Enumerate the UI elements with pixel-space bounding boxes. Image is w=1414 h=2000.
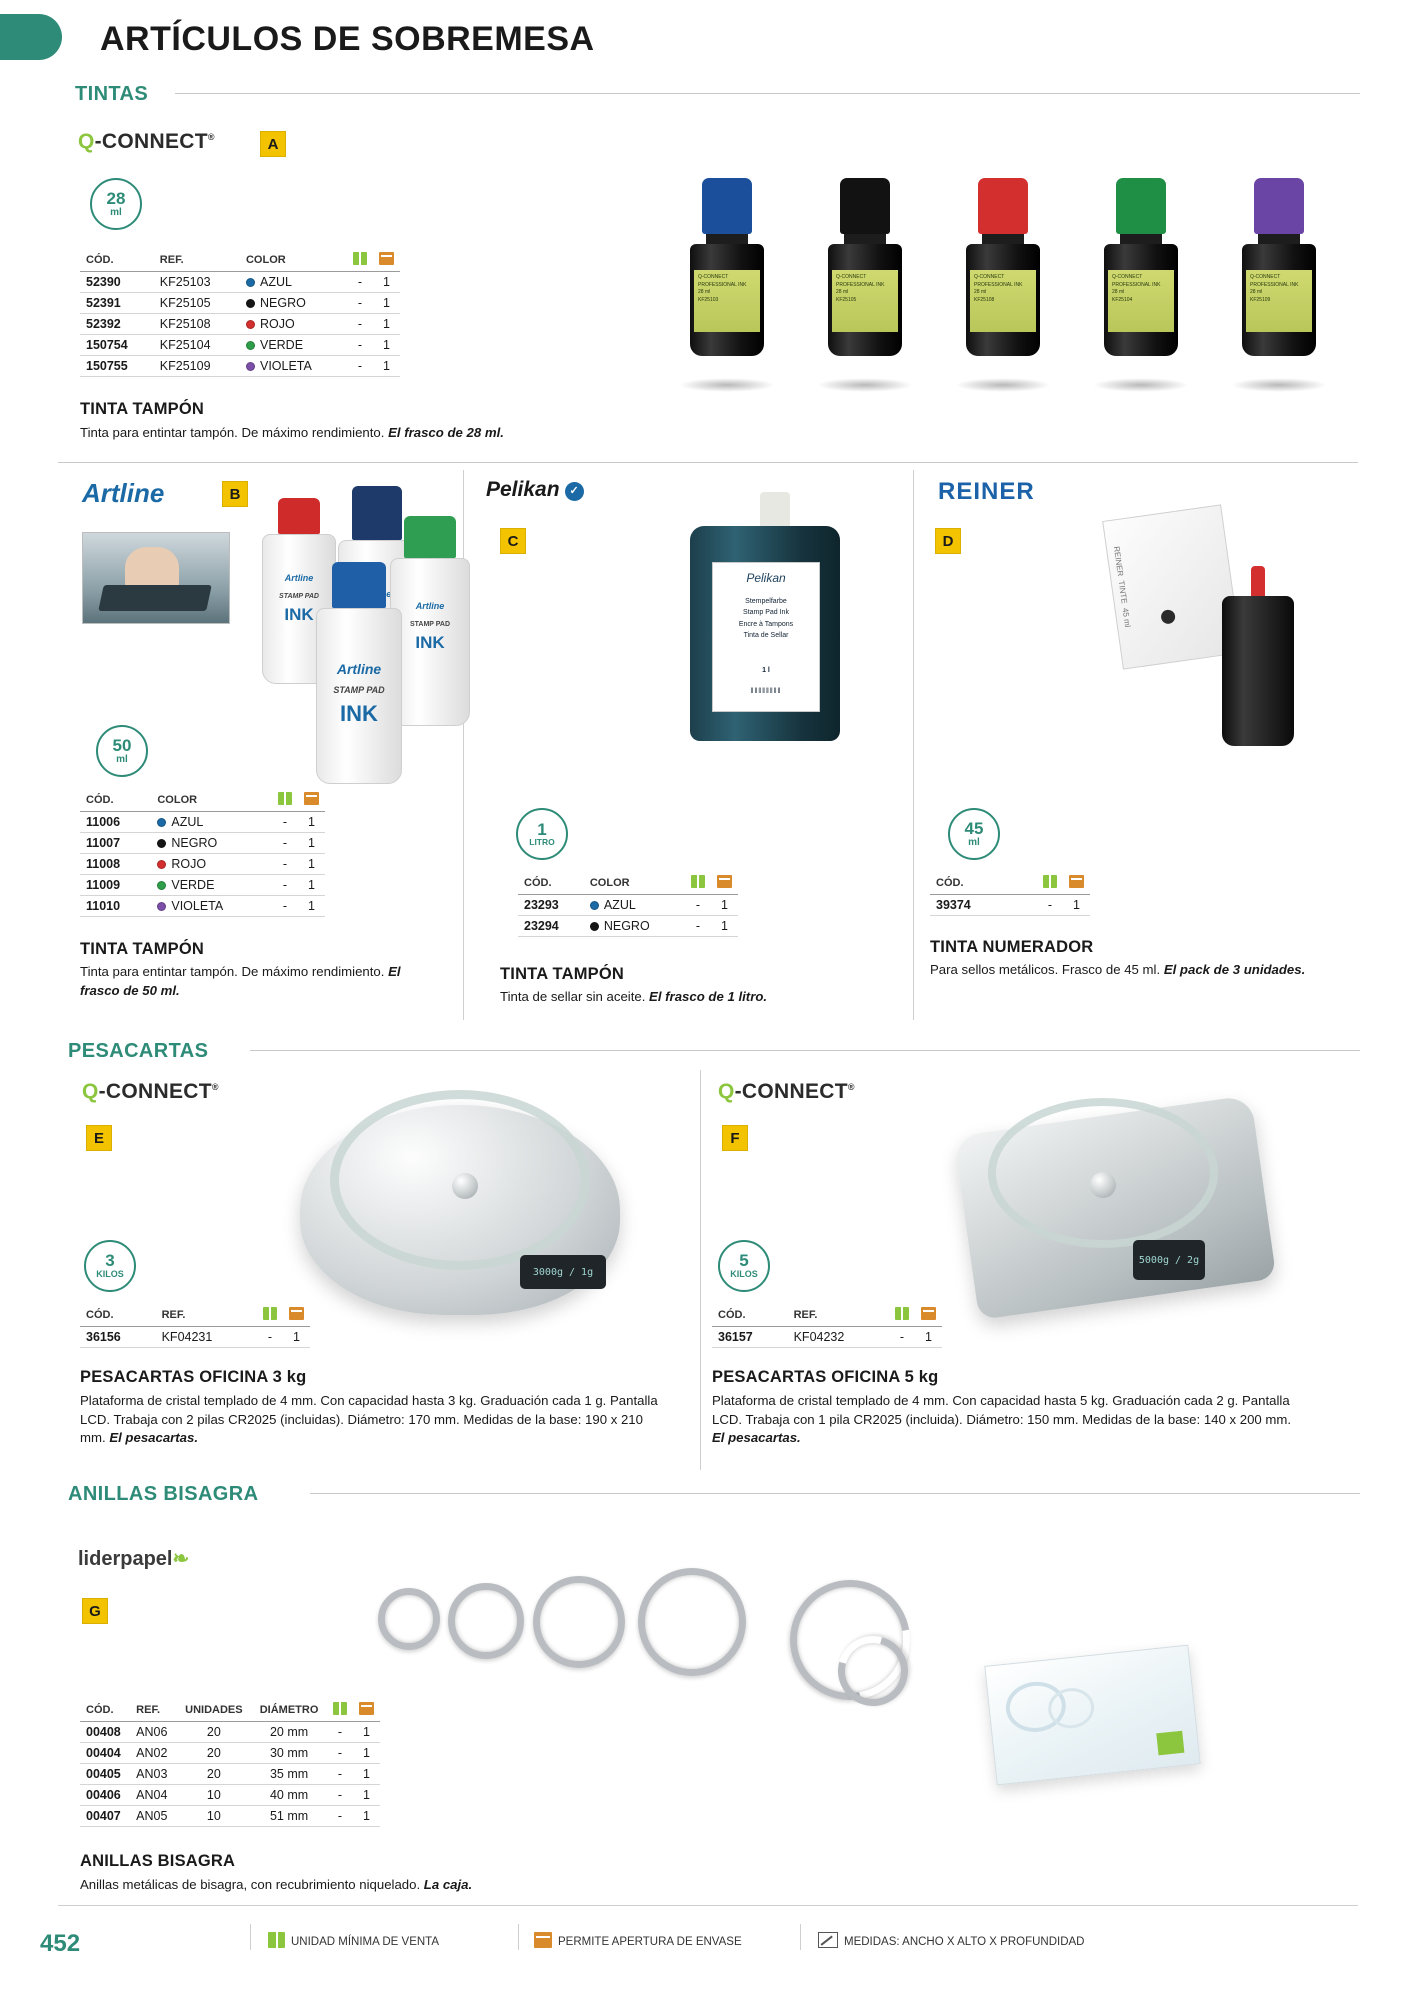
- th-color: COLOR: [240, 250, 347, 272]
- brand-logo-liderpapel: [78, 1546, 189, 1571]
- cell-uv: -: [272, 812, 298, 833]
- color-swatch-negro: [157, 839, 166, 848]
- capacity-unit: LITRO: [529, 837, 555, 848]
- product-desc-anillas-bisagra: [80, 1876, 680, 1895]
- th-ref: REF.: [156, 1305, 257, 1327]
- cell-uv: -: [327, 1785, 353, 1806]
- desc-text: Anillas metálicas de bisagra, con recubrimiento niquelado.: [80, 1877, 424, 1892]
- th-apertura-envase-icon: [711, 873, 738, 895]
- capacity-value: 45: [964, 818, 984, 838]
- desc-emphasis: El pesacartas.: [712, 1430, 801, 1446]
- table-row: [712, 1327, 942, 1348]
- brand-text: Pelikan: [486, 478, 560, 501]
- open-box-icon: [304, 792, 319, 805]
- cell-pack: 1: [353, 1764, 380, 1785]
- product-name-tinta-numerador: TINTA NUMERADOR: [930, 938, 1094, 956]
- th-apertura-envase-icon: [283, 1305, 310, 1327]
- capacity-badge-28ml: [90, 178, 142, 230]
- cell-pack: 1: [373, 314, 400, 335]
- box-icon: [1043, 875, 1057, 888]
- brand-logo-qconnect-e: Q-CONNECT®: [82, 1080, 219, 1103]
- open-box-icon: [921, 1307, 936, 1320]
- product-desc-tinta-tampon-litro: [500, 988, 870, 1007]
- cell-ref: KF25105: [154, 293, 240, 314]
- th-unidad-minima-venta-icon: [1037, 873, 1063, 895]
- color-label: NEGRO: [259, 296, 306, 310]
- pelikan-bird-icon: ✓: [565, 482, 584, 501]
- product-desc-tinta-tampon-28: [80, 424, 640, 443]
- th-color: COLOR: [584, 873, 685, 895]
- product-name-pesacartas-3kg: PESACARTAS OFICINA 3 kg: [80, 1368, 307, 1386]
- brand-text: Artline: [82, 478, 165, 508]
- table-row: [80, 833, 325, 854]
- divider-tintas: [175, 93, 1360, 94]
- table-row: [930, 895, 1090, 916]
- th-cod: CÓD.: [518, 873, 584, 895]
- th-unidad-minima-venta-icon: [685, 873, 711, 895]
- cell-cod: 23293: [518, 895, 584, 916]
- cell-cod: 39374: [930, 895, 1037, 916]
- open-box-icon: [1069, 875, 1084, 888]
- capacity-badge-50ml: [96, 725, 148, 777]
- page-tab-marker: [0, 14, 62, 60]
- color-swatch-rojo: [157, 860, 166, 869]
- lcd-display-3kg: 3000g / 1g: [520, 1255, 606, 1289]
- th-diametro: DIÁMETRO: [251, 1700, 327, 1722]
- cell-color: [584, 895, 685, 916]
- color-swatch-azul: [246, 278, 255, 287]
- cell-pack: 1: [373, 356, 400, 377]
- cell-cod: 00407: [80, 1806, 130, 1827]
- cell-uv: -: [347, 314, 373, 335]
- color-label: AZUL: [171, 815, 204, 829]
- cell-pack: 1: [298, 854, 325, 875]
- color-label: VIOLETA: [171, 899, 224, 913]
- box-icon: [895, 1307, 909, 1320]
- capacity-unit: KILOS: [730, 1269, 758, 1280]
- section-heading-anillas: ANILLAS BISAGRA: [68, 1483, 259, 1505]
- brand-logo-pelikan: [486, 478, 584, 502]
- cell-uv: -: [347, 356, 373, 377]
- color-label: AZUL: [603, 898, 636, 912]
- color-label: ROJO: [259, 317, 295, 331]
- product-name-anillas-bisagra: ANILLAS BISAGRA: [80, 1852, 236, 1870]
- cell-unidades: 20: [177, 1722, 252, 1743]
- th-cod: CÓD.: [80, 250, 154, 272]
- cell-uv: -: [272, 854, 298, 875]
- th-unidad-minima-venta-icon: [327, 1700, 353, 1722]
- table-tinta-tampon-litro: [518, 873, 738, 937]
- color-label: AZUL: [259, 275, 292, 289]
- letter-badge-c: C: [500, 528, 526, 554]
- legend-label: PERMITE APERTURA DE ENVASE: [558, 1936, 742, 1948]
- cell-pack: 1: [373, 293, 400, 314]
- letter-badge-g: G: [82, 1598, 108, 1624]
- open-box-icon: [289, 1307, 304, 1320]
- brand-logo-artline: [82, 478, 164, 509]
- brand-logo-reiner: [938, 478, 1035, 506]
- table-row: [518, 895, 738, 916]
- capacity-badge-3kg: [84, 1240, 136, 1292]
- desc-emphasis: El frasco de 28 ml.: [388, 425, 504, 440]
- cell-ref: KF25109: [154, 356, 240, 377]
- cell-uv: -: [347, 293, 373, 314]
- brand-text: liderpapel: [78, 1548, 173, 1570]
- table-row: [80, 1764, 380, 1785]
- cell-uv: -: [1037, 895, 1063, 916]
- letter-badge-f: F: [722, 1125, 748, 1151]
- product-name-tinta-tampon-50: TINTA TAMPÓN: [80, 940, 204, 958]
- cell-color: [151, 875, 272, 896]
- th-apertura-envase-icon: [353, 1700, 380, 1722]
- cell-cod: 36156: [80, 1327, 156, 1348]
- cell-diametro: 30 mm: [251, 1743, 327, 1764]
- table-header-row: [518, 873, 738, 895]
- color-swatch-violeta: [157, 902, 166, 911]
- page-title: ARTÍCULOS DE SOBREMESA: [100, 20, 595, 58]
- cell-color: [240, 293, 347, 314]
- table-row: [80, 1806, 380, 1827]
- color-swatch-azul: [590, 901, 599, 910]
- table-header-row: [80, 1305, 310, 1327]
- cell-color: [240, 314, 347, 335]
- capacity-value: 1: [537, 819, 547, 839]
- table-header-row: [712, 1305, 942, 1327]
- cell-uv: -: [327, 1806, 353, 1827]
- footer-sep-2: [518, 1924, 519, 1950]
- cell-cod: 52391: [80, 293, 154, 314]
- cell-uv: -: [685, 895, 711, 916]
- brand-text: REINER: [938, 478, 1035, 505]
- desc-emphasis: La caja.: [423, 1877, 473, 1892]
- cell-uv: -: [272, 875, 298, 896]
- cell-cod: 52392: [80, 314, 154, 335]
- th-apertura-envase-icon: [298, 790, 325, 812]
- leaf-icon: ❧: [172, 1548, 190, 1570]
- section-heading-pesacartas: PESACARTAS: [68, 1040, 209, 1062]
- cell-pack: 1: [298, 833, 325, 854]
- footer-divider: [58, 1905, 1358, 1906]
- table-row: [80, 293, 400, 314]
- cell-color: [240, 335, 347, 356]
- permite-apertura-envase-icon: [534, 1932, 552, 1948]
- color-label: NEGRO: [171, 836, 218, 850]
- capacity-badge-45ml: [948, 808, 1000, 860]
- medidas-icon: [818, 1932, 838, 1948]
- desc-emphasis: El frasco de 1 litro.: [649, 989, 768, 1004]
- desc-emphasis: El pack de 3 unidades.: [1163, 962, 1306, 977]
- table-pesacartas-5kg: [712, 1305, 942, 1348]
- open-box-icon: [359, 1702, 374, 1715]
- cell-color: [584, 916, 685, 937]
- th-unidad-minima-venta-icon: [347, 250, 373, 272]
- th-unidades: UNIDADES: [177, 1700, 252, 1722]
- box-icon: [263, 1307, 277, 1320]
- th-cod: CÓD.: [80, 1305, 156, 1327]
- product-name-tinta-tampon-litro: TINTA TAMPÓN: [500, 965, 624, 983]
- cell-color: [151, 812, 272, 833]
- table-header-row: [80, 1700, 380, 1722]
- cell-uv: -: [347, 335, 373, 356]
- desc-text: Tinta para entintar tampón. De máximo rendimiento.: [80, 425, 389, 440]
- table-row: [80, 1785, 380, 1806]
- cell-pack: 1: [711, 895, 738, 916]
- color-label: ROJO: [171, 857, 207, 871]
- cell-pack: 1: [373, 335, 400, 356]
- th-apertura-envase-icon: [1063, 873, 1090, 895]
- capacity-unit: ml: [116, 753, 128, 765]
- cell-uv: -: [347, 272, 373, 293]
- th-color: COLOR: [151, 790, 272, 812]
- cell-pack: 1: [298, 812, 325, 833]
- cell-cod: 150754: [80, 335, 154, 356]
- cell-unidades: 10: [177, 1806, 252, 1827]
- legend-medidas: [818, 1932, 1084, 1948]
- cell-cod: 00405: [80, 1764, 130, 1785]
- cell-uv: -: [272, 833, 298, 854]
- th-apertura-envase-icon: [373, 250, 400, 272]
- product-desc-tinta-numerador: [930, 961, 1330, 980]
- capacity-value: 28: [106, 188, 126, 208]
- table-row: [80, 1743, 380, 1764]
- color-swatch-negro: [246, 299, 255, 308]
- table-header-row: [80, 250, 400, 272]
- table-row: [80, 335, 400, 356]
- table-row: [80, 1722, 380, 1743]
- lcd-display-5kg: 5000g / 2g: [1133, 1240, 1205, 1280]
- capacity-badge-1litro: [516, 808, 568, 860]
- table-row: [80, 314, 400, 335]
- table-anillas-bisagra: [80, 1700, 380, 1827]
- cell-cod: 23294: [518, 916, 584, 937]
- cell-ref: AN03: [130, 1764, 176, 1785]
- cell-cod: 11009: [80, 875, 151, 896]
- th-apertura-envase-icon: [915, 1305, 942, 1327]
- cell-ref: KF04232: [788, 1327, 889, 1348]
- cell-diametro: 35 mm: [251, 1764, 327, 1785]
- cell-uv: -: [685, 916, 711, 937]
- table-pesacartas-3kg: [80, 1305, 310, 1348]
- cell-cod: 52390: [80, 272, 154, 293]
- cell-cod: 00404: [80, 1743, 130, 1764]
- box-icon: [353, 252, 367, 265]
- divider-vertical-2: [913, 470, 914, 1020]
- cell-cod: 00408: [80, 1722, 130, 1743]
- box-icon: [278, 792, 292, 805]
- divider-anillas: [310, 1493, 1360, 1494]
- cell-unidades: 20: [177, 1764, 252, 1785]
- page-number: 452: [40, 1930, 81, 1957]
- letter-badge-e: E: [86, 1125, 112, 1151]
- cell-pack: 1: [711, 916, 738, 937]
- cell-diametro: 20 mm: [251, 1722, 327, 1743]
- th-cod: CÓD.: [80, 790, 151, 812]
- cell-uv: -: [327, 1743, 353, 1764]
- product-desc-pesacartas-3kg: [80, 1392, 660, 1448]
- cell-pack: 1: [298, 896, 325, 917]
- letter-badge-b: B: [222, 481, 248, 507]
- cell-color: [151, 854, 272, 875]
- th-cod: CÓD.: [712, 1305, 788, 1327]
- legend-apertura-envase: [534, 1932, 742, 1948]
- table-row: [80, 812, 325, 833]
- open-box-icon: [717, 875, 732, 888]
- table-header-row: [930, 873, 1090, 895]
- cell-uv: -: [327, 1764, 353, 1785]
- cell-ref: AN05: [130, 1806, 176, 1827]
- capacity-unit: KILOS: [96, 1269, 124, 1280]
- cell-color: [240, 356, 347, 377]
- cell-color: [151, 896, 272, 917]
- cell-pack: 1: [353, 1743, 380, 1764]
- brand-logo-qconnect-f: Q-CONNECT®: [718, 1080, 855, 1103]
- desc-text: Tinta para entintar tampón. De máximo rendimiento.: [80, 964, 389, 979]
- table-header-row: [80, 790, 325, 812]
- footer-sep-1: [250, 1924, 251, 1950]
- table-row: [80, 356, 400, 377]
- product-name-tinta-tampon-28: TINTA TAMPÓN: [80, 400, 204, 418]
- table-row: [518, 916, 738, 937]
- color-swatch-verde: [157, 881, 166, 890]
- cell-cod: 11007: [80, 833, 151, 854]
- footer-sep-3: [800, 1924, 801, 1950]
- catalog-page: ARTÍCULOS DE SOBREMESA TINTAS Q-CONNECT® A 28 ml CÓD. REF. COLOR 52390 KF25103 AZUL - 1 52391 KF25105 NEGRO - 1 52392 KF25108 ROJO - 1 150754 KF25104 VERDE - 1 150755 KF25109 VIOLETA - 1 TINTA TAMPÓN Tinta para entintar tampón. De máximo rendimiento. El frasco de 28 ml. Q-CONNECT PROFESSIONAL INK 28 ml KF25103 Q-CONNECT PROFESSIONAL INK 28 ml KF25105 Q-CONNECT PROFESSIONAL INK 28 ml KF25108 Q-CONNECT PROFESSIONAL INK 28 ml KF25104 Q-CONNECT PROFESSIONAL INK 28 ml KF25109 Artline B Artline STAMP PAD INK Artline STAMP PAD INK Artline STAMP PAD INK 50 ml CÓD. COLOR 11006 AZUL - 1 11007 NEGRO - 1 11008 ROJO - 1 11009 VERDE - 1 11010 VIOLETA - 1 TINTA TAMPÓN Tinta para entintar tampón. De máximo rendimiento. El frasco de 50 ml. Pelikan ✓ C Pelikan Stempelfarbe Stamp Pad Ink Encre à Tampons Tinta de Sellar 1 l ‖‖‖‖‖‖‖‖ 1 LITRO CÓD. COLOR 23293 AZUL - 1 23294 NEGRO - 1 TINTA TAMPÓN Tinta de sellar sin aceite. El frasco de 1 litro. REINER D REINER TINTE 45 ml 45 ml CÓD. 39374 - 1 TINTA NUMERADOR Para sellos metálicos. Frasco de 45 ml. El pack de 3 unidades. PESACARTAS Q-CONNECT® E 3000g / 1g 3 KILOS CÓD. REF. 36156 KF04231 - 1 PESACARTAS OFICINA 3 kg Plataforma de cristal templado de 4 mm. Con capacidad hasta 3 kg. Graduación cada 1 g. Pantalla LCD. Trabaja con 2 pilas CR2025 (incluidas). Diámetro: 170 mm. Medidas de la base: 190 x 210 mm. El pesacartas. Q-CONNECT® F 5000g / 2g 5 KILOS CÓD. REF. 36157 KF04232 - 1 PESACARTAS OFICINA 5 kg Plataforma de cristal templado de 4 mm. Con capacidad hasta 5 kg. Graduación cada 2 g. Pantalla LCD. Trabaja con 1 pila CR2025 (incluida). Diámetro: 150 mm. Medidas de la base: 140 x 200 mm. El pesacartas. ANILLAS BISAGRA liderpapel❧ G CÓD. REF. UNIDADES DIÁMETRO 00408 AN06 20 20 mm - 1 00404 AN02 20 30 mm - 1 00405 AN03 20 35 mm - 1 00406 AN04 10 40 mm - 1 00407 AN05 10 51 mm - 1 ANILLAS BISAGRA Anillas metálicas de bisagra, con recubrimiento niquelado. La caja. 452 UNIDAD MÍNIMA DE VENTA PERMITE APERTURA DE ENVASE MEDIDAS: ANCHO X ALTO X PROFUNDIDAD: [0, 0, 1414, 2000]
- color-label: NEGRO: [603, 919, 650, 933]
- table-tinta-tampon-50: [80, 790, 325, 917]
- cell-unidades: 10: [177, 1785, 252, 1806]
- artwork-photo-stamping-hand: [82, 532, 230, 624]
- cell-color: [240, 272, 347, 293]
- cell-pack: 1: [283, 1327, 310, 1348]
- table-tinta-tampon-28: [80, 250, 400, 377]
- color-swatch-azul: [157, 818, 166, 827]
- desc-text: Plataforma de cristal templado de 4 mm. Con capacidad hasta 5 kg. Graduación cada 2 g. Pantalla LCD. Trabaja con 1 pila CR2025 (incluida). Diámetro: 150 mm. Medidas de la base: 140 x 200 mm.: [712, 1393, 1292, 1427]
- cell-cod: 11006: [80, 812, 151, 833]
- cell-ref: KF04231: [156, 1327, 257, 1348]
- cell-pack: 1: [373, 272, 400, 293]
- th-unidad-minima-venta-icon: [272, 790, 298, 812]
- divider-vertical-3: [700, 1070, 701, 1470]
- cell-color: [151, 833, 272, 854]
- color-swatch-violeta: [246, 362, 255, 371]
- desc-emphasis: El pesacartas.: [109, 1430, 199, 1446]
- desc-text: Para sellos metálicos. Frasco de 45 ml.: [930, 962, 1164, 977]
- box-icon: [333, 1702, 347, 1715]
- table-tinta-numerador: [930, 873, 1090, 916]
- capacity-value: 3: [105, 1251, 115, 1271]
- table-row: [80, 272, 400, 293]
- cell-diametro: 40 mm: [251, 1785, 327, 1806]
- th-ref: REF.: [788, 1305, 889, 1327]
- cell-ref: KF25108: [154, 314, 240, 335]
- desc-text: Tinta de sellar sin aceite.: [500, 989, 650, 1004]
- letter-badge-d: D: [935, 528, 961, 554]
- capacity-unit: ml: [968, 836, 980, 848]
- cell-ref: AN02: [130, 1743, 176, 1764]
- cell-uv: -: [327, 1722, 353, 1743]
- cell-cod: 11010: [80, 896, 151, 917]
- product-name-pesacartas-5kg: PESACARTAS OFICINA 5 kg: [712, 1368, 939, 1386]
- th-unidad-minima-venta-icon: [889, 1305, 915, 1327]
- legend-unidad-minima-venta: [268, 1932, 439, 1948]
- cell-ref: KF25104: [154, 335, 240, 356]
- legend-label: UNIDAD MÍNIMA DE VENTA: [291, 1936, 440, 1948]
- color-label: VIOLETA: [259, 359, 312, 373]
- cell-pack: 1: [915, 1327, 942, 1348]
- brand-logo-qconnect-a: Q-CONNECT®: [78, 130, 215, 153]
- capacity-badge-5kg: [718, 1240, 770, 1292]
- open-box-icon: [379, 252, 394, 265]
- capacity-value: 5: [739, 1251, 749, 1271]
- divider-pesacartas: [250, 1050, 1360, 1051]
- box-icon: [691, 875, 705, 888]
- cell-ref: KF25103: [154, 272, 240, 293]
- product-desc-pesacartas-5kg: [712, 1392, 1292, 1448]
- product-desc-tinta-tampon-50: [80, 963, 410, 1000]
- color-label: VERDE: [259, 338, 304, 352]
- cell-pack: 1: [353, 1806, 380, 1827]
- cell-pack: 1: [353, 1785, 380, 1806]
- desc-text: Plataforma de cristal templado de 4 mm. Con capacidad hasta 3 kg. Graduación cada 1 g. Pantalla LCD. Trabaja con 2 pilas CR2025 (incluidas). Diámetro: 170 mm. Medidas de la base: 190 x 210 mm.: [80, 1393, 658, 1446]
- th-unidad-minima-venta-icon: [257, 1305, 283, 1327]
- cell-uv: -: [889, 1327, 915, 1348]
- cell-uv: -: [257, 1327, 283, 1348]
- desc-emphasis: El frasco de 50 ml.: [80, 964, 401, 998]
- th-ref: REF.: [154, 250, 240, 272]
- capacity-unit: ml: [110, 206, 122, 218]
- cell-uv: -: [272, 896, 298, 917]
- table-row: [80, 1327, 310, 1348]
- divider-row-1: [58, 462, 1358, 463]
- section-heading-tintas: TINTAS: [75, 83, 149, 105]
- cell-diametro: 51 mm: [251, 1806, 327, 1827]
- color-label: VERDE: [171, 878, 215, 892]
- color-swatch-negro: [590, 922, 599, 931]
- artwork-rings-box: [984, 1645, 1200, 1786]
- th-cod: CÓD.: [930, 873, 1037, 895]
- table-row: [80, 875, 325, 896]
- letter-badge-a: A: [260, 131, 286, 157]
- cell-ref: AN06: [130, 1722, 176, 1743]
- th-ref: REF.: [130, 1700, 176, 1722]
- cell-pack: 1: [353, 1722, 380, 1743]
- th-cod: CÓD.: [80, 1700, 130, 1722]
- legend-label: MEDIDAS: ANCHO X ALTO X PROFUNDIDAD: [844, 1936, 1085, 1948]
- cell-cod: 150755: [80, 356, 154, 377]
- capacity-value: 50: [112, 735, 132, 755]
- unidad-minima-venta-icon: [268, 1932, 285, 1948]
- table-row: [80, 854, 325, 875]
- cell-unidades: 20: [177, 1743, 252, 1764]
- color-swatch-verde: [246, 341, 255, 350]
- color-swatch-rojo: [246, 320, 255, 329]
- table-row: [80, 896, 325, 917]
- cell-pack: 1: [298, 875, 325, 896]
- cell-cod: 00406: [80, 1785, 130, 1806]
- cell-ref: AN04: [130, 1785, 176, 1806]
- cell-pack: 1: [1063, 895, 1090, 916]
- cell-cod: 36157: [712, 1327, 788, 1348]
- pelikan-label-brand: Pelikan: [746, 571, 786, 585]
- cell-cod: 11008: [80, 854, 151, 875]
